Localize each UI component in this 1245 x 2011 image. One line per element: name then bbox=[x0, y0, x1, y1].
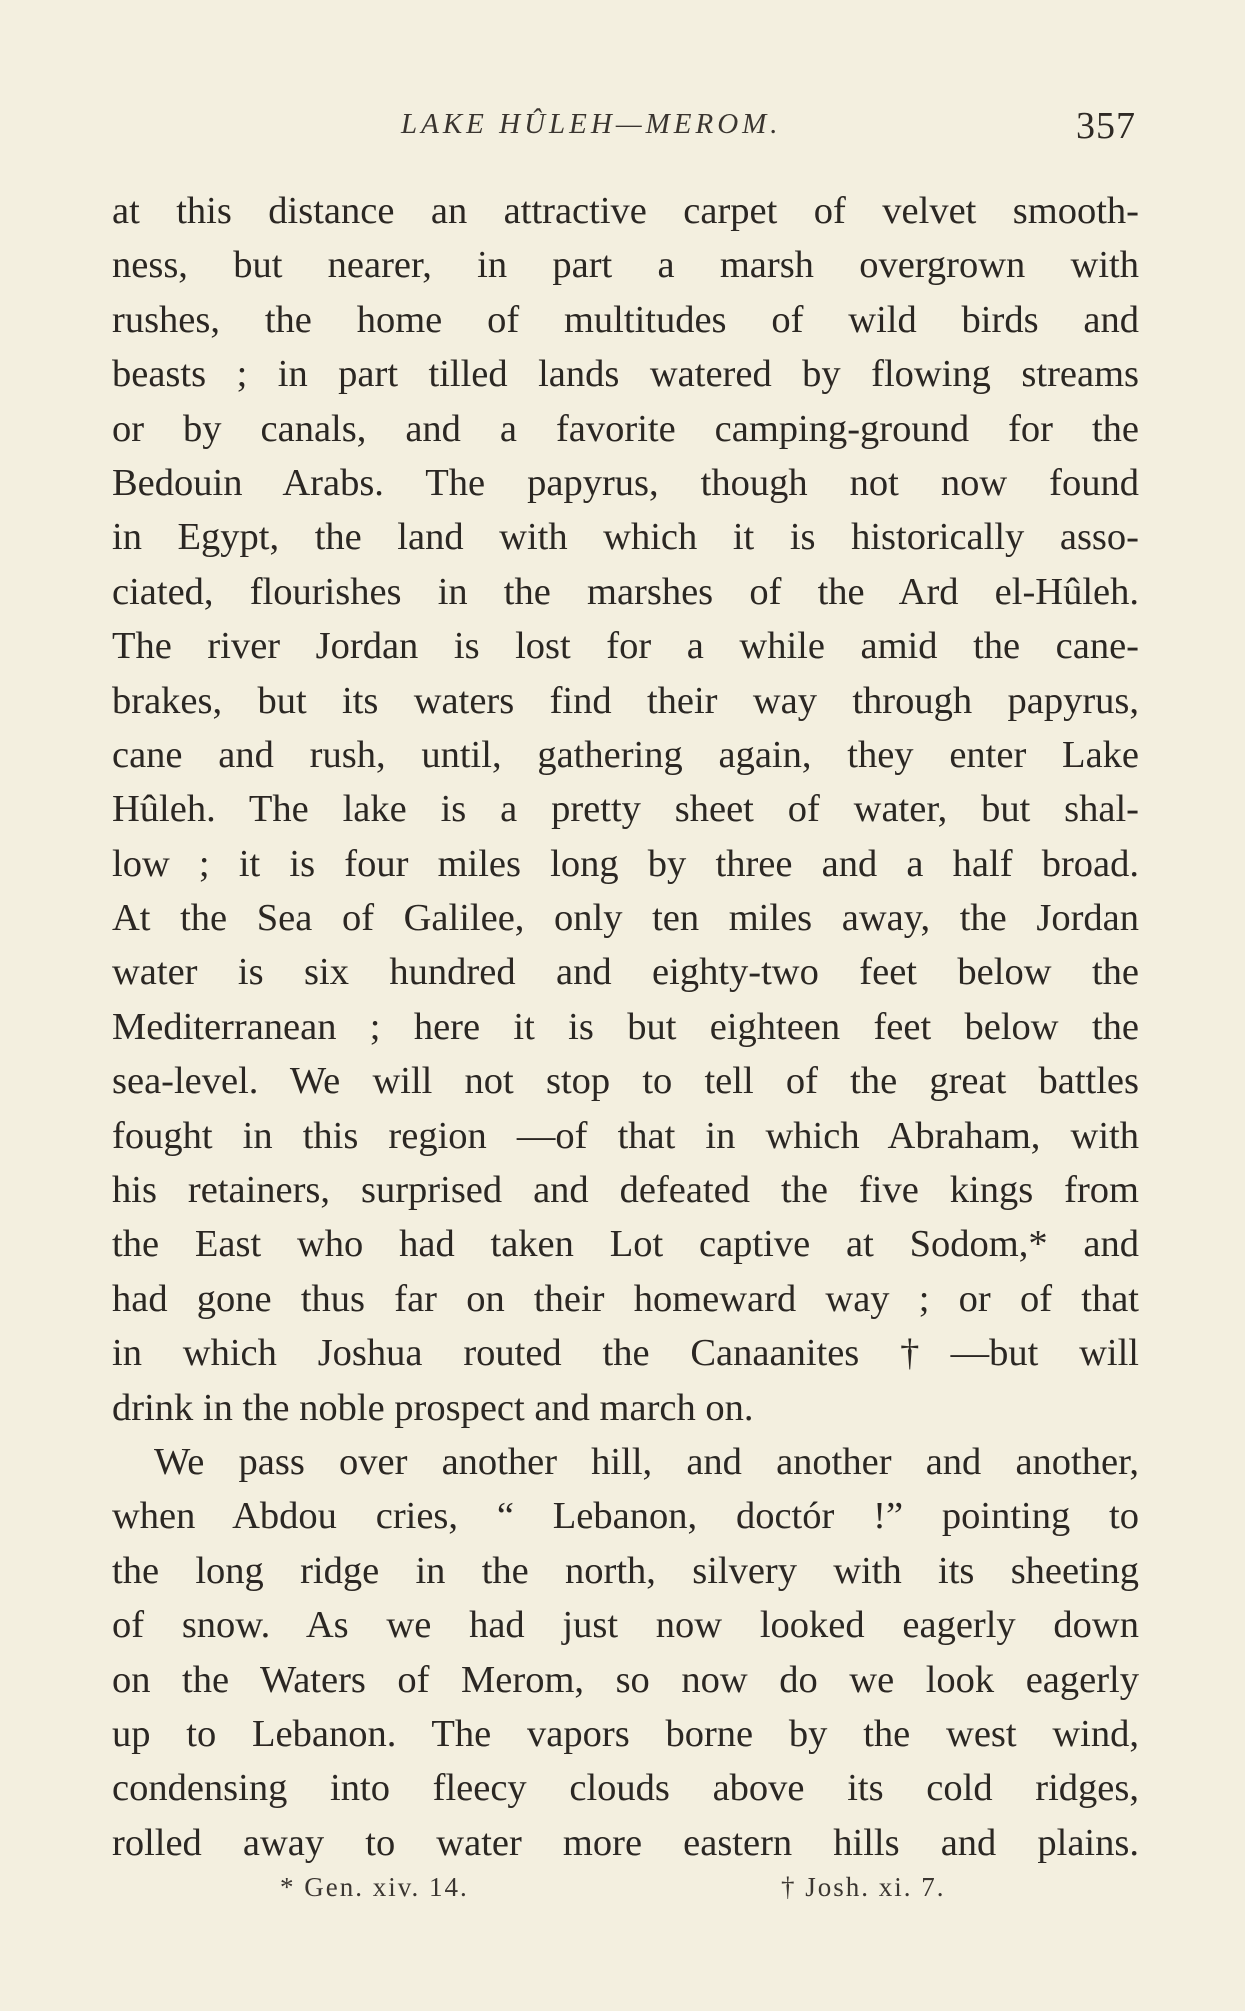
text-line: in which Joshua routed the Canaanites †—but will bbox=[112, 1332, 1139, 1375]
text-line: Mediterranean ; here it is but eighteen feet below the bbox=[112, 1005, 1139, 1048]
footnotes bbox=[0, 1872, 1245, 1916]
paragraph-end-line: drink in the noble prospect and march on. bbox=[112, 1386, 754, 1429]
footnote-joshua: † Josh. xi. 7. bbox=[781, 1872, 946, 1902]
text-line: At the Sea of Galilee, only ten miles away, the Jordan bbox=[112, 897, 1139, 940]
text-line: the East who had taken Lot captive at Sodom,* and bbox=[112, 1223, 1139, 1266]
paragraph-start-line: We pass over another hill, and another and another, bbox=[154, 1440, 1139, 1483]
text-line: brakes, but its waters find their way through papyrus, bbox=[112, 679, 1139, 722]
text-line: his retainers, surprised and defeated the five kings from bbox=[112, 1169, 1139, 1212]
text-line: Hûleh. The lake is a pretty sheet of water, but shal- bbox=[112, 788, 1139, 831]
body-text bbox=[112, 184, 1139, 1870]
text-line: water is six hundred and eighty-two feet below the bbox=[112, 951, 1139, 994]
text-line: fought in this region —of that in which Abraham, with bbox=[112, 1114, 1139, 1157]
text-line: on the Waters of Merom, so now do we look eagerly bbox=[112, 1658, 1139, 1701]
text-line: The river Jordan is lost for a while amid the cane- bbox=[112, 625, 1139, 668]
text-line: had gone thus far on their homeward way ; or of that bbox=[112, 1277, 1139, 1320]
text-line: up to Lebanon. The vapors borne by the west wind, bbox=[112, 1712, 1139, 1755]
text-line: cane and rush, until, gathering again, they enter Lake bbox=[112, 733, 1139, 776]
running-head: LAKE HÛLEH—MEROM. bbox=[401, 108, 782, 140]
text-line: in Egypt, the land with which it is historically asso- bbox=[112, 516, 1139, 559]
text-line: ciated, flourishes in the marshes of the Ard el-Hûleh. bbox=[112, 570, 1139, 613]
text-line: ness, but nearer, in part a marsh overgrown with bbox=[112, 244, 1139, 287]
text-line: the long ridge in the north, silvery with its sheeting bbox=[112, 1549, 1139, 1592]
text-line: Bedouin Arabs. The papyrus, though not now found bbox=[112, 461, 1139, 504]
text-line: low ; it is four miles long by three and a half broad. bbox=[112, 842, 1139, 885]
text-line: rolled away to water more eastern hills and plains. bbox=[112, 1821, 1139, 1864]
footnote-genesis: * Gen. xiv. 14. bbox=[280, 1872, 469, 1902]
text-line: rushes, the home of multitudes of wild birds and bbox=[112, 298, 1139, 341]
text-line: at this distance an attractive carpet of velvet smooth- bbox=[112, 190, 1139, 232]
text-line: of snow. As we had just now looked eagerly down bbox=[112, 1604, 1139, 1647]
text-line: condensing into fleecy clouds above its cold ridges, bbox=[112, 1767, 1139, 1810]
text-line: or by canals, and a favorite camping-ground for the bbox=[112, 407, 1139, 450]
page-number: 357 bbox=[1076, 105, 1136, 147]
text-line: when Abdou cries, “ Lebanon, doctór !” pointing to bbox=[112, 1495, 1139, 1538]
text-line: beasts ; in part tilled lands watered by flowing streams bbox=[112, 353, 1139, 396]
text-line: sea-level. We will not stop to tell of the great battles bbox=[112, 1060, 1139, 1103]
